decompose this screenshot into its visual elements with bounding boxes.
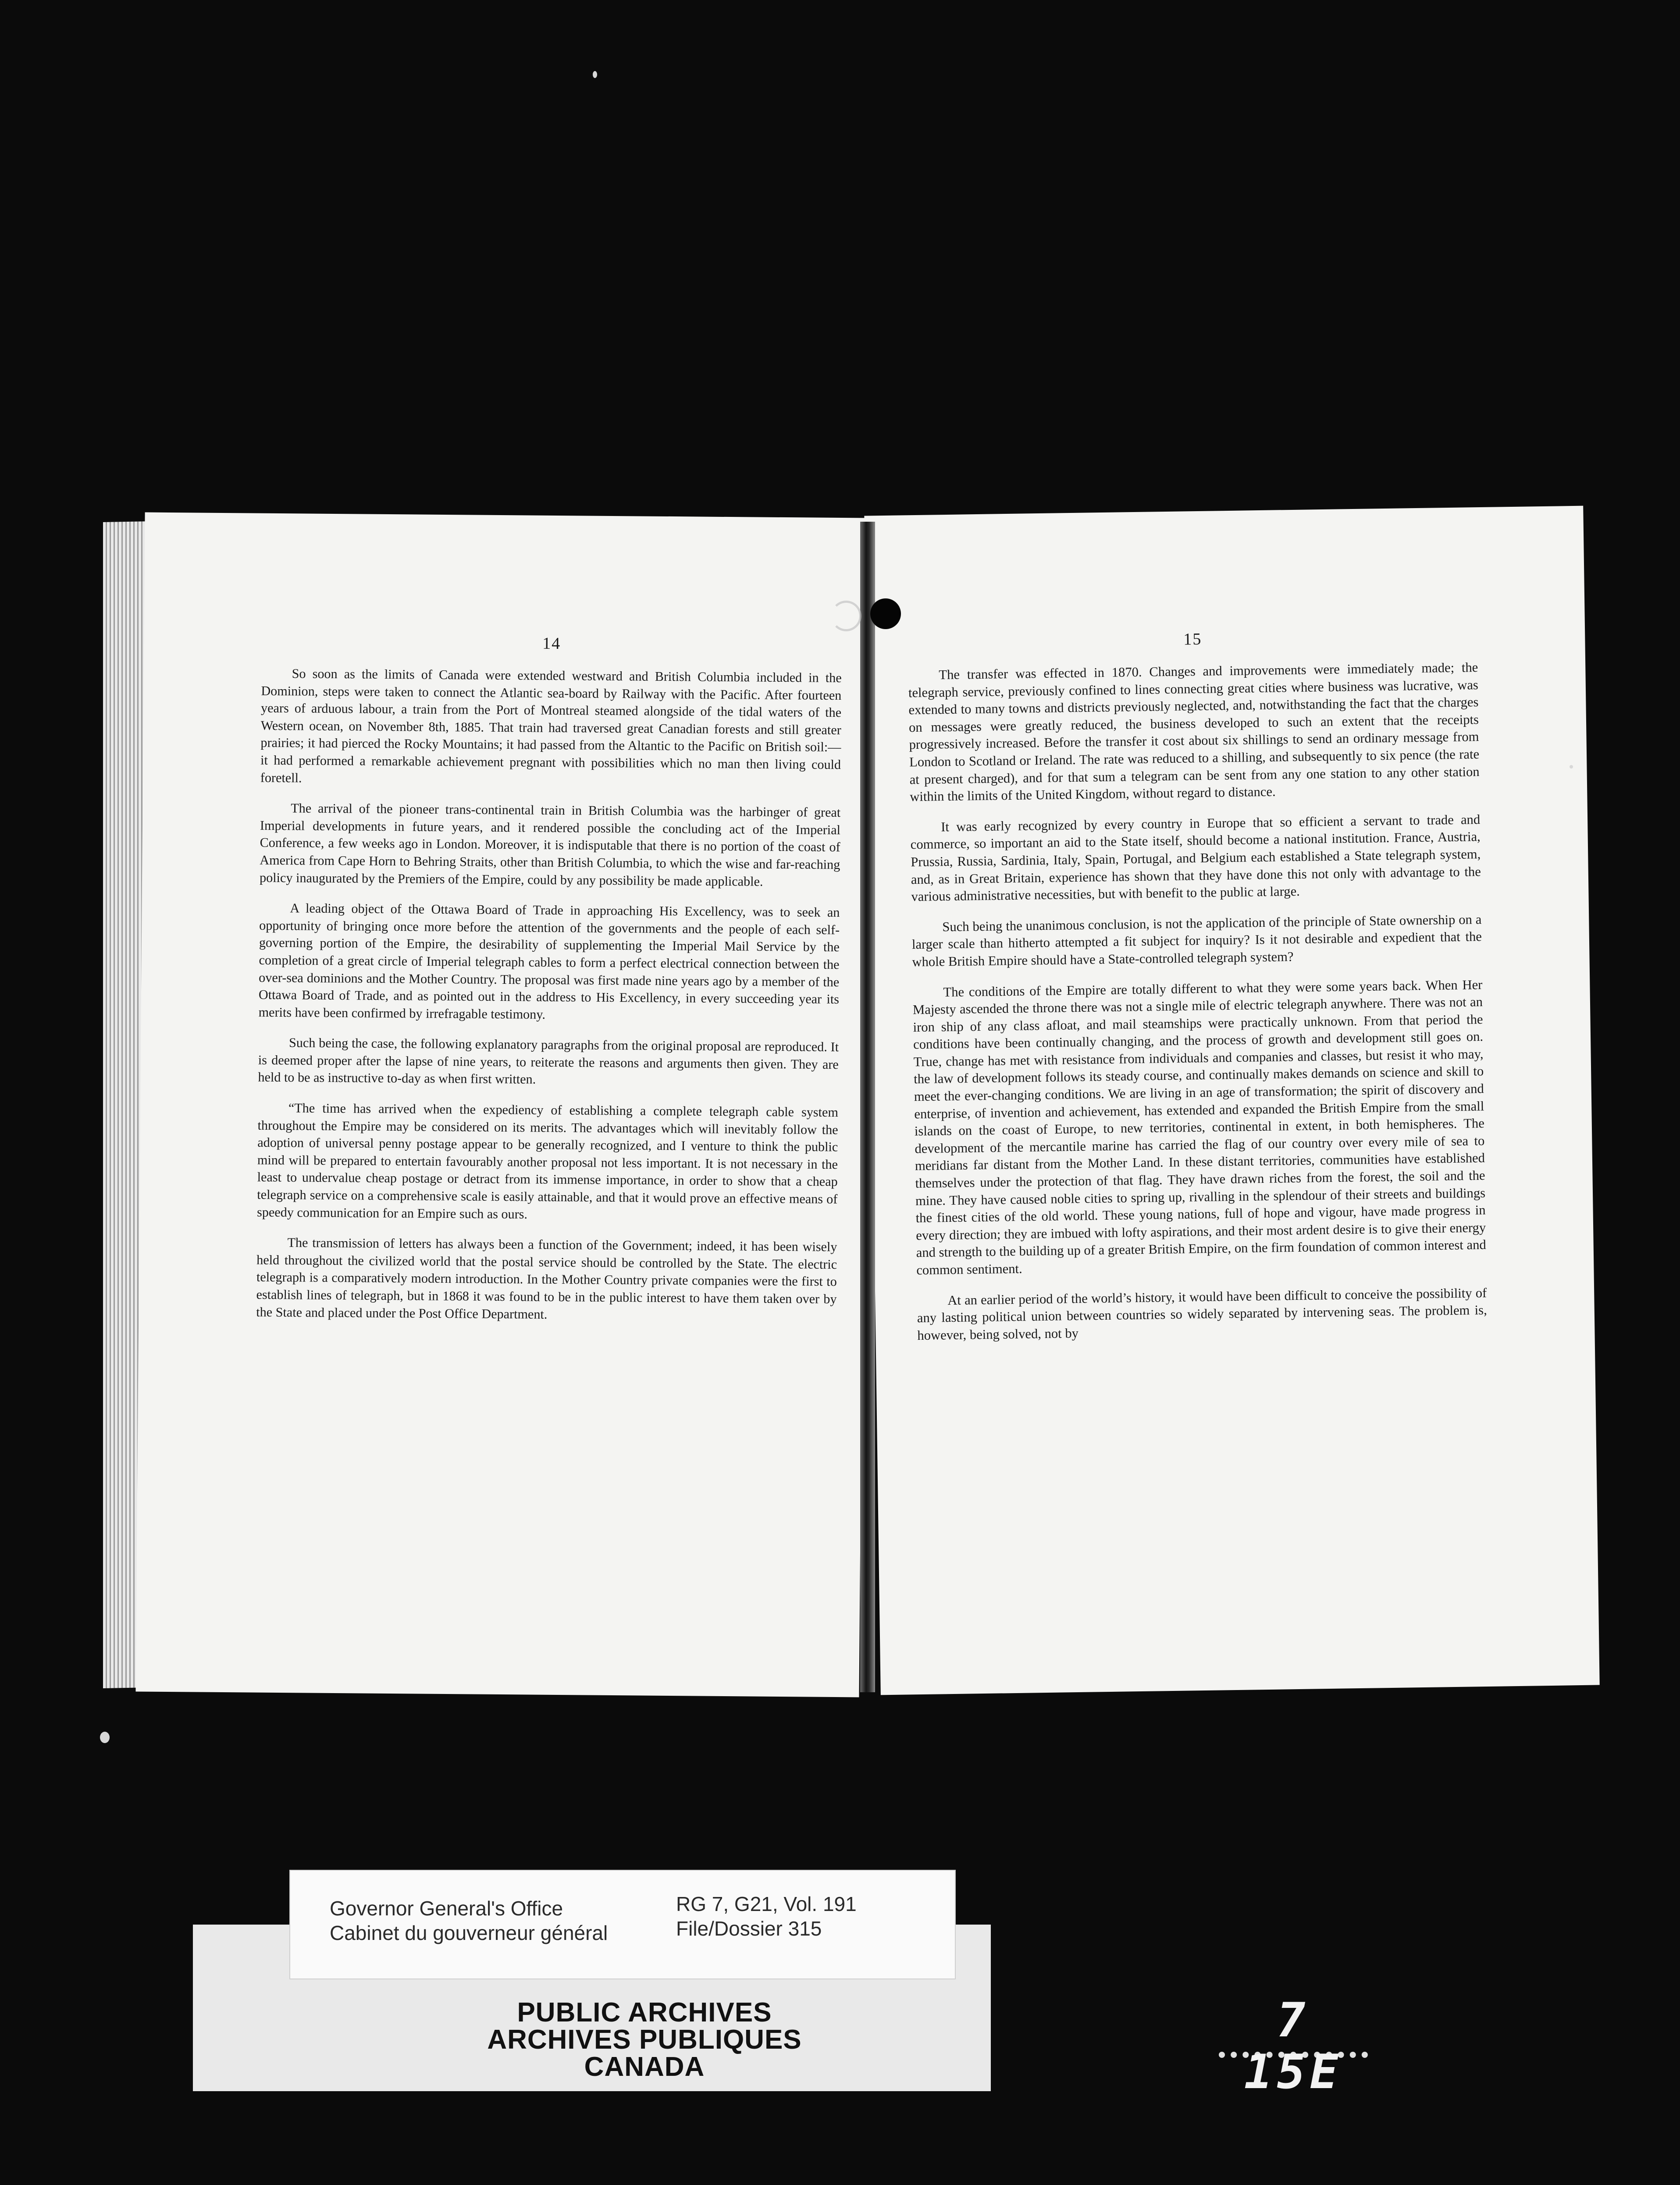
paragraph: The transmission of letters has always been a function of the Government; indeed, it has been wisely held throughout the civilized world that the postal service should be controlled by the State. The electric telegraph is a comparatively modern introduction. In the Mother Country private companies were the first to establish lines of telegraph, but in 1868 it was found to be in the public interest to have them taken over by the State and placed under the Post Office Department. xyxy=(256,1235,837,1322)
microfilm-frame-number: 7 15E xyxy=(1219,1995,1368,2058)
paragraph: A leading object of the Ottawa Board of Trade in approaching His Excellency, was to seek an opportunity of bringing once more before the attention of the governments and the people of each self-governing portion of the Empire, the desirability of supplementing the Imperial Mail Service by the completion of a great circle of Imperial telegraph cables to form a perfect electrical connection between the over-sea dominions and the Mother Country. The proposal was first made nine years ago by a member of the Ottawa Board of Trade, and as pointed out in the address to His Excellency, in every succeeding year its merits have been confirmed by irrefragable testimony. xyxy=(258,900,840,1022)
page-number: 14 xyxy=(542,634,561,653)
stamp-line: CANADA xyxy=(584,2052,705,2082)
paragraph: The conditions of the Empire are totally different to what they were some years back. When Her Majesty ascended the throne there was not a single mile of electric telegraph anywhere. There was not an iron ship of any class afloat, and mail steamships were practically unknown. From that period the conditions have been continually changing, and the process of growth and development still goes on. True, change has met with resistance from individuals and companies and classes, but resist it who may, the law of development follows its steady course, and continually makes demands on science and skill to meet the ever-changing conditions. We are living in an age of transformation; the spirit of discovery and enterprise, of invention and achievement, has extended and expanded the British Empire from the small islands on the coast of Europe, to new territories, continental in extent, in both hemispheres. The development of the mercantile marine has carried the flag of our country over every mile of sea to meridians far distant from the Mother Land. In these distant territories, communities have established themselves under the protection of that flag. They have drawn riches from the forest, the soil and the mine. They have caused noble cities to spring up, rivalling in the splendour of their streets and buildings the finest cities of the old world. These young nations, full of hope and vigour, have made progress in every direction; they are imbued with lofty aspirations, and their most ardent desire is to give their energy and strength to the building up of a greater British Empire, on the firm foundation of common interest and common sentiment. xyxy=(912,977,1486,1278)
office-name-en: Governor General's Office xyxy=(330,1897,563,1920)
quoted-paragraph: “The time has arrived when the expediency of establishing a complete telegraph cable system throughout the Empire may be considered on its merits. The advantages which will inevitably follow the adoption of universal penny postage appear to be generally recognized, and I venture to think the public mind will be prepared to entertain favourably another proposal not less important. It is not necessary in the least to undervalue cheap postage or detract from its immense importance, in order to show that a cheap telegraph service on a comprehensive scale is easily attainable, and that it would prove an effective means of speedy communication for an Empire such as ours. xyxy=(256,1100,839,1222)
paragraph: The arrival of the pioneer trans-continental train in British Columbia was the harbinger of great Imperial developments in future years, and it rendered possible the concluding act of the Imperial Conference, a few weeks ago in London. Moreover, it is indisputable that there is no portion of the coast of America from Cape Horn to Behring Straits, other than British Columbia, to which the wise and far-reaching policy inaugurated by the Premiers of the Empire, could by any possibility be made applicable. xyxy=(259,801,841,889)
paragraph: Such being the case, the following explanatory paragraphs from the original proposal are reproduced. It is deemed proper after the lapse of nine years, to reiterate the reasons and arguments then given. They are held to be as instructive to-day as when first written. xyxy=(258,1035,839,1087)
stamp-line: ARCHIVES PUBLIQUES xyxy=(487,2025,802,2055)
paragraph: At an earlier period of the world’s history, it would have been difficult to conceive the possibility of any lasting political union between countries so widely separated by intervening seas. The problem is, however, being solved, not by xyxy=(917,1285,1487,1343)
office-name-fr: Cabinet du gouverneur général xyxy=(330,1922,608,1944)
file-reference: File/Dossier 315 xyxy=(676,1917,822,1940)
paragraph: The transfer was effected in 1870. Changes and improvements were immediately made; the telegraph service, previously confined to lines connecting great cities where business was lucrative, was extended to many towns and districts previously neglected, and, notwithstanding the fact that the charges on messages were greatly reduced, the business developed to such an extent that the receipts progressively increased. Before the transfer it cost about six shillings to send an ordinary message from London to Scotland or Ireland. The rate was reduced to a shilling, and subsequently to six pence (the rate at present charged), and for that sum a telegram can be sent from any one station to any other station within the limits of the United Kingdom, without regard to distance. xyxy=(908,660,1480,804)
paragraph: So soon as the limits of Canada were extended westward and British Columbia included in the Dominion, steps were taken to connect the Atlantic sea-board by Railway with the Pacific. After fourteen years of arduous labour, a train from the Port of Montreal steamed alongside of the tidal waters of the Western ocean, on November 8th, 1885. That train had traversed great Canadian forests and still greater prairies; it had pierced the Rocky Mountains; it had passed from the Altantic to the Pacific on British soil:—it had performed a remarkable achievement pregnant with possibilities which no man then living could foretell. xyxy=(260,666,842,785)
paragraph: It was early recognized by every country in Europe that so efficient a servant to trade and commerce, so important an aid to the State itself, should become a national institution. France, Austria, Prussia, Russia, Sardinia, Italy, Spain, Portugal, and Belgium each established a State telegraph system, and, as in Great Britain, experience has shown that they have done this not only with advantage to the various administrative necessities, but with benefit to the public at large. xyxy=(910,811,1481,904)
stamp-line: PUBLIC ARCHIVES xyxy=(517,1997,772,2028)
archive-reference-label xyxy=(289,1870,956,1979)
paragraph: Such being the unanimous conclusion, is not the application of the principle of State ownership on a larger scale than hitherto attempted a fit subject for inquiry? Is it not desirable and expedient that the whole British Empire should have a State-controlled telegraph system? xyxy=(911,911,1482,970)
page-number: 15 xyxy=(1183,630,1202,649)
public-archives-stamp xyxy=(452,1999,837,2081)
record-group-reference: RG 7, G21, Vol. 191 xyxy=(676,1893,857,1915)
